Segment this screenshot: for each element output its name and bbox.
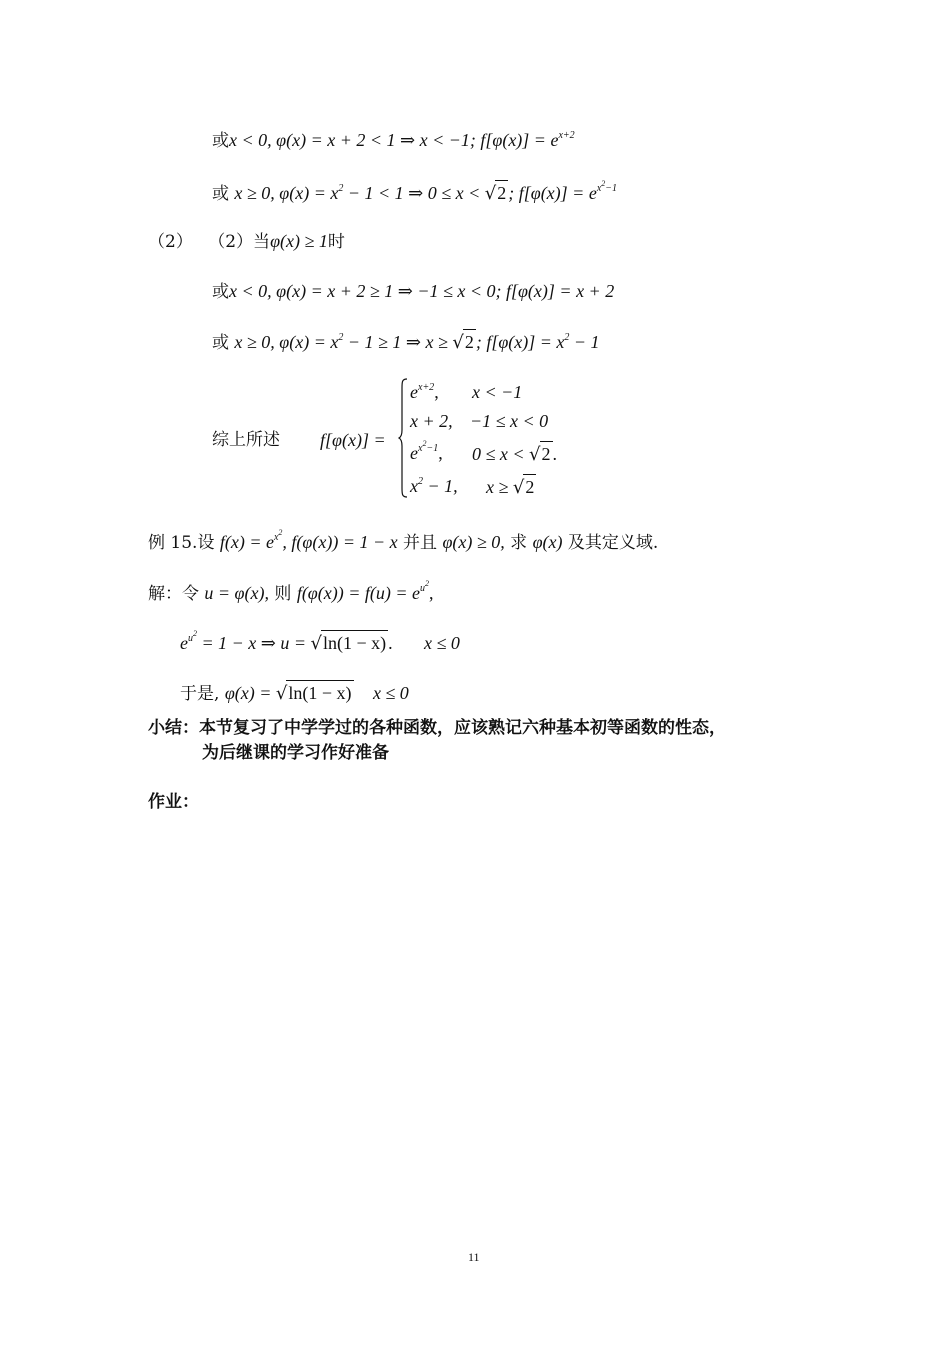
solution-line-3: [180, 680, 409, 706]
comma: ,: [434, 382, 439, 402]
math-expr: u = φ(x),: [204, 583, 269, 603]
math-expr: f(x) = e: [219, 532, 274, 552]
exponent-tail: −1: [605, 183, 618, 194]
math-expr: x < 0, φ(x) = x + 2 < 1 ⇒ x < −1; f[φ(x)] = e: [229, 130, 559, 150]
line-case-x-negative-ge1: [212, 279, 614, 304]
exponent: [188, 629, 197, 644]
condition: −1 ≤ x < 0: [470, 411, 549, 431]
exponent-power: 2: [278, 528, 283, 537]
sqrt-symbol: √: [529, 444, 541, 465]
radicand: ln(1 − x): [286, 680, 353, 705]
sqrt-symbol: √: [275, 683, 288, 704]
left-brace: [398, 378, 408, 498]
exponent: 2: [338, 183, 344, 194]
prefix-text: 或: [212, 333, 235, 353]
example-text: 例 15.设: [148, 533, 220, 553]
exponent: [420, 579, 430, 594]
radicand: 2: [495, 180, 508, 205]
exponent-base: u: [188, 633, 193, 644]
math-e: e: [410, 443, 418, 463]
period: .: [552, 444, 557, 464]
summary-label: 综上所述: [212, 430, 280, 450]
conclusion-line-1: [148, 716, 726, 740]
exponent: [418, 439, 439, 454]
math-expr: φ(x) =: [224, 683, 276, 703]
solution-text: 解：令: [148, 584, 205, 604]
math-e: e: [410, 382, 418, 402]
exponent: [596, 179, 618, 194]
condition: x < −1: [472, 382, 523, 402]
radicand: 2: [463, 329, 476, 354]
expression: − 1,: [423, 476, 458, 496]
solution-text: 于是,: [180, 684, 225, 704]
math-expr: − 1: [569, 332, 600, 352]
comma: ,: [438, 443, 443, 463]
sqrt-symbol: √: [452, 332, 464, 353]
math-expr: , f(φ(x)) = 1 − x: [282, 532, 398, 552]
solution-line-2: [180, 630, 460, 656]
math-expr: x ≥ 0, φ(x) = x: [234, 332, 339, 352]
period: .: [388, 633, 393, 653]
exponent-power: 2: [193, 629, 197, 638]
exponent-tail: −1: [426, 443, 439, 454]
page-number: 11: [468, 1250, 480, 1264]
example-text: 并且: [397, 533, 443, 553]
line-part-2-heading: [148, 229, 345, 254]
solution-text: 则: [269, 584, 297, 604]
part-label: （2）: [148, 232, 193, 252]
exponent-base: x: [596, 183, 602, 194]
conclusion-label: 小结：: [148, 718, 199, 738]
sqrt-symbol: √: [484, 183, 497, 204]
prefix-text: 或: [212, 282, 229, 302]
example-15: [148, 530, 658, 555]
case-3: [410, 439, 557, 466]
condition: [472, 441, 557, 467]
example-text: 求: [504, 533, 533, 553]
comma: ,: [429, 583, 434, 603]
exponent-base: x: [418, 443, 423, 454]
line-case-x-negative-lt1: [212, 128, 575, 153]
case-2: [410, 409, 549, 434]
conclusion-text: 本节复习了中学学过的各种函数，应该熟记六种基本初等函数的性态，: [199, 718, 726, 738]
expression: x: [410, 476, 418, 496]
math-expr: φ(x) ≥ 0,: [442, 532, 505, 552]
prefix-text: 或: [212, 131, 229, 151]
prefix-text: 或: [212, 184, 235, 204]
conclusion-line-2: 为后继课的学习作好准备: [202, 743, 389, 763]
math-expr: φ(x): [532, 532, 563, 552]
math-expr: ; f[φ(x)] = x: [475, 332, 565, 352]
math-expr: ; f[φ(x)] = e: [508, 183, 597, 203]
math-expr: = 1 − x ⇒ u =: [197, 633, 311, 653]
sqrt-symbol: √: [512, 477, 525, 498]
exponent: 2: [418, 476, 423, 487]
exponent-power: 2: [422, 439, 427, 448]
condition: [486, 474, 536, 500]
exponent-power: 2: [425, 579, 430, 588]
math-expr: − 1 ≥ 1 ⇒ x ≥: [343, 332, 453, 352]
homework-label: 作业：: [148, 792, 199, 812]
condition: x ≤ 0: [372, 683, 409, 703]
case-1: [410, 380, 523, 405]
math-expr: − 1 < 1 ⇒ 0 ≤ x <: [343, 183, 485, 203]
exponent-base: x: [273, 532, 279, 543]
exponent: x+2: [418, 382, 435, 393]
radicand: ln(1 − x): [321, 630, 388, 655]
radicand: 2: [540, 441, 553, 466]
exponent: 2: [338, 332, 344, 343]
summary-lhs: f[φ(x)] =: [320, 430, 386, 450]
line-case-x-nonneg-ge1: [212, 329, 600, 355]
case-4: [410, 474, 535, 499]
exponent-power: 2: [601, 179, 606, 188]
condition-text: 0 ≤ x <: [472, 444, 530, 464]
exponent: x+2: [558, 130, 575, 141]
condition: x ≤ 0: [424, 633, 460, 653]
heading-text: （2）当: [208, 232, 271, 252]
math-expr: x ≥ 0, φ(x) = x: [234, 183, 339, 203]
math-expr: f(φ(x)) = f(u) = e: [296, 583, 421, 603]
math-expr: x < 0, φ(x) = x + 2 ≥ 1 ⇒ −1 ≤ x < 0; f[φ(x)] = x + 2: [229, 281, 615, 301]
line-case-x-nonneg-lt1: [212, 180, 617, 206]
math-expr: φ(x) ≥ 1: [270, 231, 328, 251]
sqrt-symbol: √: [310, 633, 322, 654]
suffix-text: 时: [327, 232, 345, 252]
exponent: 2: [564, 332, 570, 343]
expression: x + 2,: [410, 411, 453, 431]
exponent-base: u: [420, 583, 426, 594]
radicand: 2: [523, 474, 536, 499]
condition-text: x ≥: [486, 477, 513, 497]
math-e: e: [180, 633, 188, 653]
example-text: 及其定义域.: [562, 533, 659, 553]
solution-line-1: [148, 581, 434, 606]
